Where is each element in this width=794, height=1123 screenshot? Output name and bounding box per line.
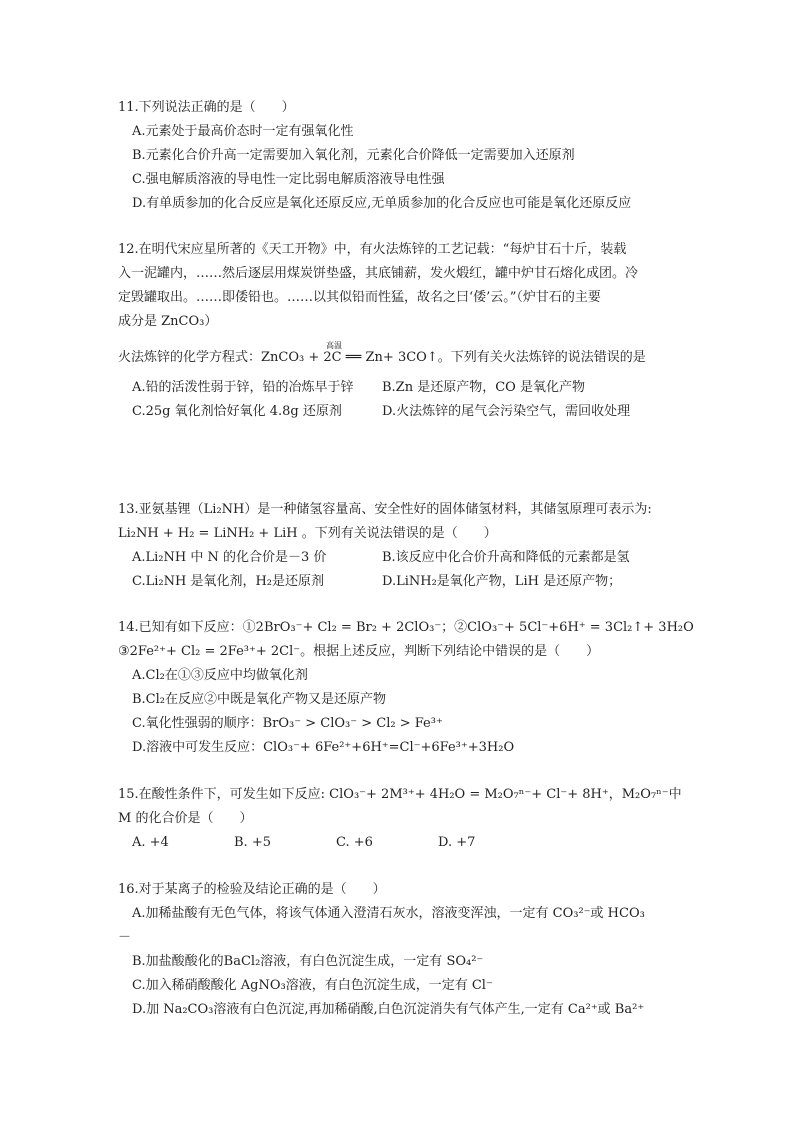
option-d: D. +7: [438, 835, 476, 850]
option-a: A.铅的活泼性弱于锌，铅的冶炼早于锌: [132, 380, 354, 395]
option-a: A.元素处于最高价态时一定有强氧化性: [132, 124, 354, 139]
option-c: C.加入稀硝酸酸化 AgNO₃溶液，有白色沉淀生成，一定有 Cl⁻: [132, 978, 493, 993]
option-d: D.有单质参加的化合反应是氧化还原反应,无单质参加的化合反应也可能是氧化还原反应: [132, 196, 632, 211]
option-a: A. +4: [132, 835, 169, 850]
question-stem-line: 13.亚氨基锂（Li₂NH）是一种储氢容量高、安全性好的固体储氢材料，其储氢原理可表示为:: [118, 502, 652, 517]
option-row: [118, 376, 678, 400]
option-row: [118, 570, 678, 594]
option-b: B.Cl₂在反应②中既是氧化产物又是还原产物: [132, 692, 387, 707]
option-b: B.加盐酸酸化的BaCl₂溶液，有白色沉淀生成，一定有 SO₄²⁻: [132, 954, 484, 969]
question-stem-line: ③2Fe²⁺+ Cl₂ = 2Fe³⁺+ 2Cl⁻。根据上述反应，判断下列结论中错误的是（ ）: [118, 644, 600, 659]
option-row: [118, 831, 678, 855]
question-11: [118, 96, 678, 216]
question-12: [118, 238, 678, 424]
option-c: C.氧化性强弱的顺序：BrO₃⁻ > ClO₃⁻ > Cl₂ > Fe³⁺: [132, 716, 443, 731]
question-stem-line: Li₂NH + H₂ = LiNH₂ + LiH 。下列有关说法错误的是（ ）: [118, 526, 497, 541]
question-stem: 11.下列说法正确的是（ ）: [118, 100, 295, 115]
question-stem-line: 15.在酸性条件下，可发生如下反应: ClO₃⁻+ 2M³⁺+ 4H₂O = M₂O₇ⁿ⁻+ Cl⁻+ 8H⁺，M₂O₇ⁿ⁻中: [118, 787, 682, 802]
option-a-wrap: －: [118, 930, 132, 945]
question-15: [118, 783, 682, 855]
option-row: [118, 546, 678, 570]
question-stem-line: 成分是 ZnCO₃）: [118, 314, 218, 329]
option-row: [118, 400, 678, 424]
option-d: D.加 Na₂CO₃溶液有白色沉淀,再加稀硝酸,白色沉淀消失有气体产生,一定有 Ca²⁺或 Ba²⁺: [132, 1002, 645, 1017]
option-b: B. +5: [234, 835, 271, 850]
option-a: A.Cl₂在①③反应中均做氧化剂: [132, 668, 308, 683]
option-d: D.火法炼锌的尾气会污染空气，需回收处理: [382, 404, 631, 419]
option-c: C.强电解质溶液的导电性一定比弱电解质溶液导电性强: [132, 172, 445, 187]
option-c: C.25g 氧化剂恰好氧化 4.8g 还原剂: [132, 404, 342, 419]
option-d: D.溶液中可发生反应：ClO₃⁻+ 6Fe²⁺+6H⁺=Cl⁻+6Fe³⁺+3H₂O: [132, 740, 515, 755]
option-a: A.加稀盐酸有无色气体，将该气体通入澄清石灰水，溶液变浑浊，一定有 CO₃²⁻或 HCO₃: [132, 906, 645, 921]
equation-line: [118, 341, 678, 370]
question-stem: 16.对于某离子的检验及结论正确的是（ ）: [118, 882, 386, 897]
question-stem-line: 14.已知有如下反应：①2BrO₃⁻+ Cl₂ = Br₂ + 2ClO₃⁻；②ClO₃⁻+ 5Cl⁻+6H⁺ = 3Cl₂↑+ 3H₂O: [118, 620, 694, 635]
option-b: B.该反应中化合价升高和降低的元素都是氢: [382, 550, 630, 565]
option-d: D.LiNH₂是氧化产物，LiH 是还原产物；: [382, 574, 622, 589]
question-13: [118, 498, 678, 594]
question-stem-line: 12.在明代宋应星所著的《天工开物》中，有火法炼锌的工艺记载：“每炉甘石十斤，装载: [118, 242, 627, 257]
option-b: B.元素化合价升高一定需要加入氧化剂，元素化合价降低一定需要加入还原剂: [132, 148, 575, 163]
question-stem-line: M 的化合价是（ ）: [118, 811, 253, 826]
question-14: [118, 616, 694, 760]
option-b: B.Zn 是还原产物，CO 是氧化产物: [382, 380, 585, 395]
question-stem-line: 定毁罐取出。……即倭铅也。……以其似铅而性猛，故名之曰‘倭’云。”（炉甘石的主要: [118, 290, 601, 305]
question-stem-line: 入一泥罐内，……然后逐层用煤炭饼垫盛，其底铺薪，发火煅红，罐中炉甘石熔化成团。冷: [118, 266, 639, 281]
option-c: C. +6: [336, 835, 373, 850]
reaction-condition: 高温: [326, 341, 342, 350]
option-c: C.Li₂NH 是氧化剂，H₂是还原剂: [132, 574, 325, 589]
question-16: [118, 878, 678, 1022]
equation-text: 火法炼锌的化学方程式：ZnCO₃ + 2C ══ Zn+ 3CO↑。下列有关火法炼锌的说法错误的是: [118, 350, 646, 365]
option-a: A.Li₂NH 中 N 的化合价是－3 价: [132, 550, 327, 565]
